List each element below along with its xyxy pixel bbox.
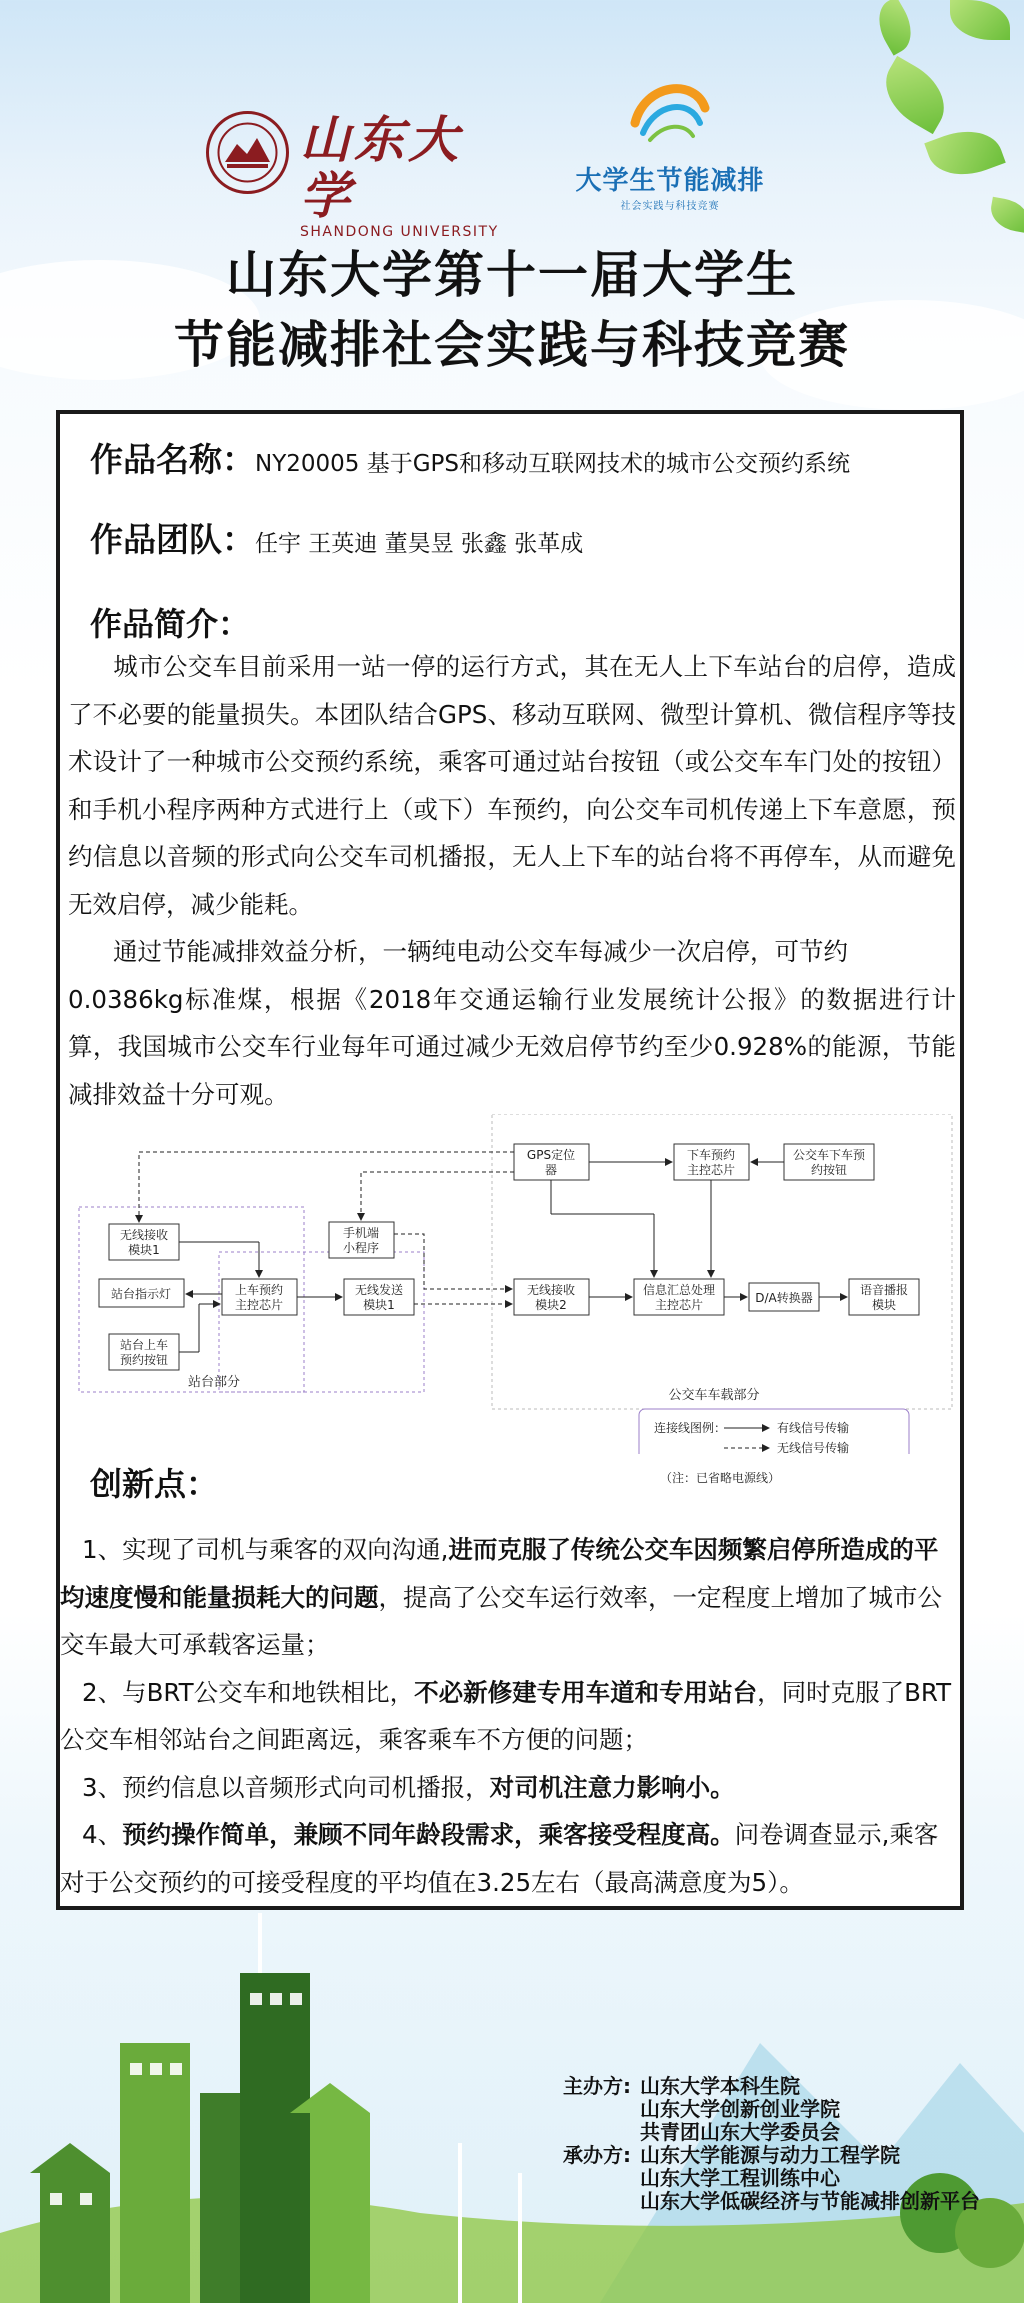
legend-wireless: 无线信号传输 <box>777 1441 850 1454</box>
bus-down-button-box <box>784 1144 874 1180</box>
host-label: 主办方: <box>563 2074 631 2098</box>
wireless-tx1-label-1: 无线发送 <box>354 1283 404 1297</box>
stop-up-button-box <box>109 1334 179 1370</box>
page-title-line2: 节能减排社会实践与科技竞赛 <box>174 316 850 374</box>
legend-note: （注：已省略电源线） <box>660 1471 781 1485</box>
down-chip-label-1: 下车预约 <box>686 1148 736 1162</box>
da-converter-box <box>749 1283 819 1311</box>
work-name-row <box>90 434 850 481</box>
intro-paragraph-1: 城市公交车目前采用一站一停的运行方式，其在无人上下车站台的启停，造成了不必要的能量损失。本团队结合GPS、移动互联网、微型计算机、微信程序等技术设计了一种城市公交预约系统，乘客可通过站台按钮（或公交车车门处的按钮）和手机小程序两种方式进行上（或下）车预约，向公交车司机传递上下车意愿，预约信息以音频的形式向公交车司机播报，无人上下车的站台将不再停车，从而避免无效启停，减少能耗。 <box>68 652 956 919</box>
bus-down-btn-label-2: 约按钮 <box>810 1163 848 1177</box>
leaf-decoration <box>869 0 922 56</box>
work-name-value: NY20005 基于GPS和移动互联网技术的城市公交预约系统 <box>255 451 851 477</box>
undertake-label: 承办方: <box>563 2143 631 2167</box>
down-chip-label-2: 主控芯片 <box>686 1163 736 1177</box>
wireless-rx1-label-2: 模块1 <box>128 1243 160 1257</box>
undertaker-2: 山东大学工程训练中心 <box>640 2166 840 2190</box>
innovation-item-4: 4、预约操作简单，兼顾不同年龄段需求，乘客接受程度高。问卷调查显示,乘客对于公交预约的可接受程度的平均值在3.25左右（最高满意度为5）。 <box>60 1820 939 1897</box>
bus-part-label: 公交车车载部分 <box>668 1388 760 1403</box>
innovation-list <box>60 1526 960 1906</box>
gps-label-2: 器 <box>544 1163 558 1177</box>
voice-label-2: 模块 <box>871 1298 897 1312</box>
diagram-legend <box>639 1409 909 1454</box>
info-chip-label-2: 主控芯片 <box>654 1298 704 1312</box>
innovation-heading: 创新点： <box>90 1465 219 1503</box>
undertaker-3: 山东大学低碳经济与节能减排创新平台 <box>640 2189 980 2213</box>
wireless-rx1-box <box>109 1224 179 1260</box>
legend-wired: 有线信号传输 <box>777 1421 850 1435</box>
wireless-rx2-label-2: 模块2 <box>535 1298 567 1312</box>
content-panel <box>56 410 964 1910</box>
legend-title: 连接线图例： <box>654 1421 727 1435</box>
up-chip-label-2: 主控芯片 <box>234 1298 284 1312</box>
bus-down-btn-label-1: 公交车下车预 <box>792 1148 866 1162</box>
stop-section-region-ext <box>219 1252 424 1392</box>
innovation-item-3: 3、预约信息以音频形式向司机播报，对司机注意力影响小。 <box>82 1772 735 1802</box>
phone-label-2: 小程序 <box>342 1241 380 1255</box>
shandong-university-wordmark <box>300 110 510 240</box>
undertaker-1: 山东大学能源与动力工程学院 <box>640 2143 900 2167</box>
competition-logo-title: 大学生节能减排 <box>575 166 765 196</box>
innovation-item-1: 1、实现了司机与乘客的双向沟通,进而克服了传统公交车因频繁启停所造成的平均速度慢和能量损耗大的问题，提高了公交车运行效率，一定程度上增加了城市公交车最大可承载客运量； <box>60 1535 942 1659</box>
shandong-university-emblem <box>205 110 290 195</box>
competition-swirl-icon <box>625 78 715 148</box>
stop-light-label: 站台指示灯 <box>110 1287 172 1301</box>
competition-logo <box>565 78 775 212</box>
work-team-label: 作品团队： <box>90 520 255 559</box>
gps-label-1: GPS定位 <box>526 1148 576 1162</box>
system-diagram <box>74 1114 954 1454</box>
host-1: 山东大学本科生院 <box>640 2074 800 2098</box>
leaf-decoration <box>950 0 1010 40</box>
work-team-row <box>90 514 583 561</box>
up-chip-label-1: 上车预约 <box>234 1283 284 1297</box>
wireless-tx1-box <box>344 1279 414 1315</box>
intro-heading: 作品简介： <box>90 605 251 643</box>
intro-paragraph-2-rest: 0.0386kg标准煤，根据《2018年交通运输行业发展统计公报》的数据进行计算，我国城市公交车行业每年可通过减少无效启停节约至少0.928%的能源，节能减排效益十分可观。 <box>68 984 956 1109</box>
intro-text <box>68 643 956 1118</box>
competition-logo-subtitle: 社会实践与科技竞赛 <box>620 201 720 212</box>
wireless-rx2-box <box>514 1279 589 1315</box>
wireless-rx2-label-1: 无线接收 <box>526 1283 576 1297</box>
innovation-item-2: 2、与BRT公交车和地铁相比，不必新修建专用车道和专用站台，同时克服了BRT公交车相邻站台之间距离远，乘客乘车不方便的问题； <box>60 1677 952 1754</box>
stop-part-label: 站台部分 <box>187 1375 241 1390</box>
phone-label-1: 手机端 <box>342 1226 380 1240</box>
stop-up-btn-label-1: 站台上车 <box>119 1338 169 1352</box>
leaf-decoration <box>924 119 1006 186</box>
sdu-logo-english: SHANDONG UNIVERSITY <box>300 224 499 240</box>
down-chip-box <box>674 1144 749 1180</box>
wireless-rx1-label-1: 无线接收 <box>119 1228 169 1242</box>
leaf-decoration <box>872 56 958 134</box>
intro-paragraph-2-line1: 通过节能减排效益分析，一辆纯电动公交车每减少一次启停，可节约 <box>113 937 848 966</box>
leaf-decoration <box>988 197 1024 233</box>
stop-light-box <box>99 1279 184 1307</box>
up-chip-box <box>222 1279 297 1315</box>
page-title-line1: 山东大学第十一届大学生 <box>226 246 798 304</box>
work-name-label: 作品名称： <box>90 440 255 479</box>
gps-box <box>514 1144 589 1180</box>
host-2: 山东大学创新创业学院 <box>640 2097 840 2121</box>
wireless-tx1-label-2: 模块1 <box>363 1298 395 1312</box>
voice-label-1: 语音播报 <box>859 1283 909 1297</box>
da-label: D/A转换器 <box>755 1291 813 1305</box>
host-3: 共青团山东大学委员会 <box>640 2120 840 2144</box>
phone-app-box <box>329 1222 394 1258</box>
sdu-logo-chinese: 山东大学 <box>300 110 462 225</box>
organizers-block <box>563 2075 980 2213</box>
info-chip-label-1: 信息汇总处理 <box>642 1283 716 1297</box>
stop-up-btn-label-2: 预约按钮 <box>119 1353 169 1367</box>
voice-module-box <box>849 1279 919 1315</box>
work-team-value: 任宇 王英迪 董昊昱 张鑫 张革成 <box>255 531 584 557</box>
info-chip-box <box>634 1279 724 1315</box>
